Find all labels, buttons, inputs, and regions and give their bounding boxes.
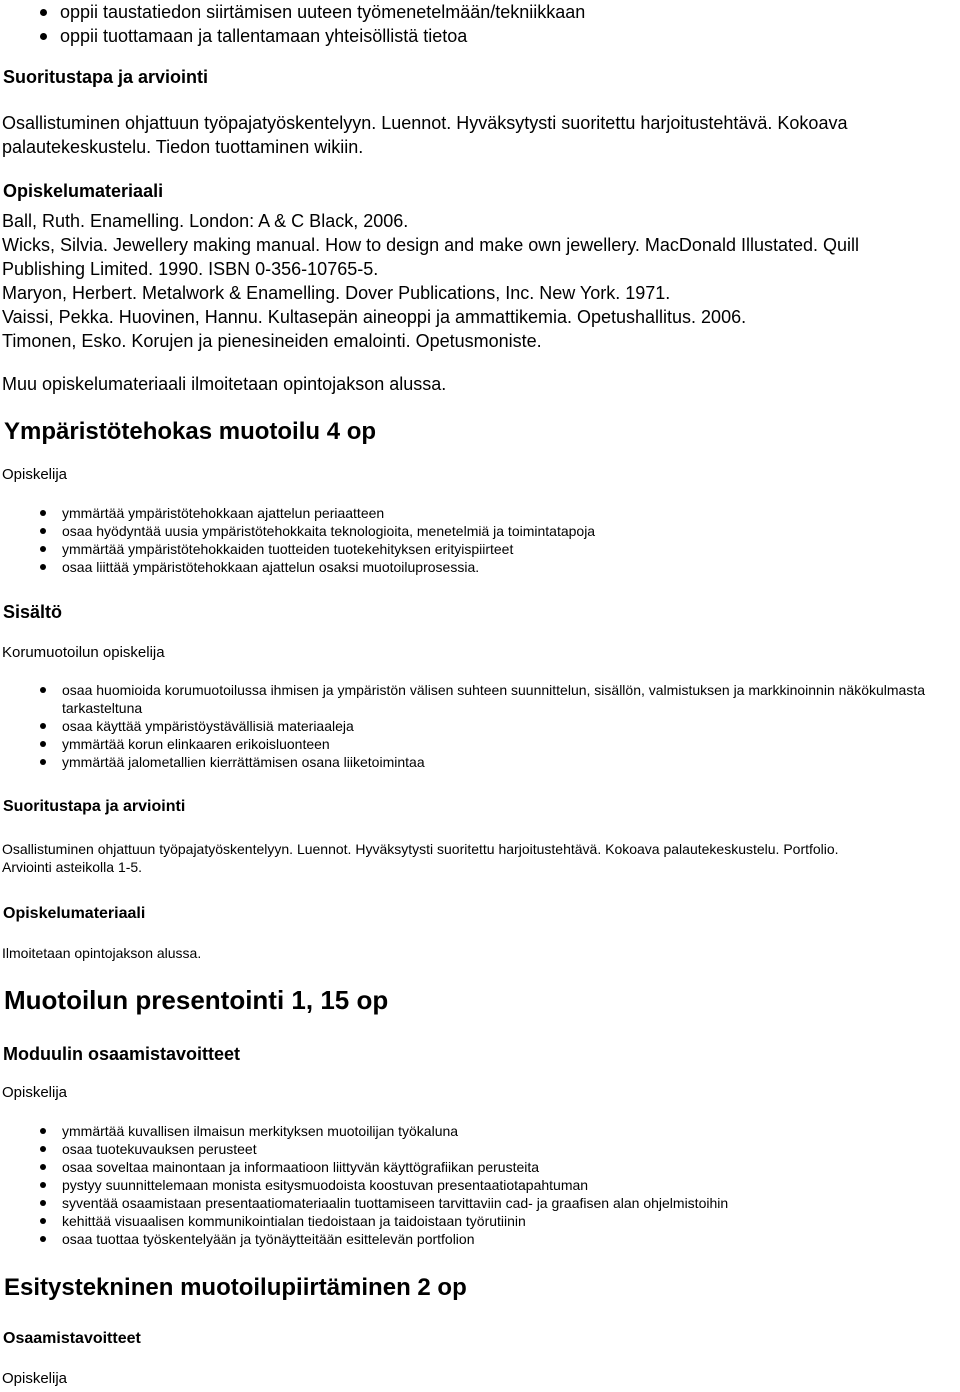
list-item: ymmärtää jalometallien kierrättämisen osana liiketoimintaa [0,753,952,771]
list-item: oppii tuottamaan ja tallentamaan yhteisöllistä tietoa [0,24,960,48]
list-item: ymmärtää ympäristötehokkaan ajattelun periaatteen [0,504,960,522]
student-label: Opiskelija [2,1370,68,1387]
content-heading: Sisältö [3,602,63,622]
module-outcomes-heading: Moduulin osaamistavoitteet [3,1044,241,1064]
course-title: Esitystekninen muotoilupiirtäminen 2 op [4,1274,467,1301]
list-item: osaa huomioida korumuotoilussa ihmisen ja ympäristön välisen suhteen suunnittelun, sisällön, valmistuksen ja markkinoinnin näkökulmasta tarkasteltuna [0,681,952,717]
student-label: Opiskelija [2,466,68,483]
reference-list [0,209,960,353]
list-item: osaa hyödyntää uusia ympäristötehokkaita teknologioita, menetelmiä ja toimintatapoja [0,522,960,540]
text-line: palautekeskustelu. Tiedon tuottaminen wikiin. [2,137,364,157]
list-item: ymmärtää korun elinkaaren erikoisluonteen [0,735,952,753]
content-label: Korumuotoilun opiskelija [2,644,165,661]
reference-line: Vaissi, Pekka. Huovinen, Hannu. Kultasepän aineoppi ja ammattikemia. Opetushallitus. 2006. [2,307,747,327]
materials-heading: Opiskelumateriaali [3,905,146,922]
list-item: kehittää visuaalisen kommunikointialan tiedoistaan ja taidoistaan työrutiinin [0,1212,960,1230]
student-label: Opiskelija [2,1084,68,1101]
list-item: osaa käyttää ympäristöystävällisiä materiaaleja [0,717,952,735]
outcomes-heading: Osaamistavoitteet [3,1330,141,1347]
reference-line: Publishing Limited. 1990. ISBN 0-356-10765-5. [2,259,379,279]
list-item: osaa liittää ympäristötehokkaan ajattelun osaksi muotoiluprosessia. [0,558,960,576]
assessment-text [0,840,960,876]
other-materials-note: Muu opiskelumateriaali ilmoitetaan opintojakson alussa. [2,374,447,394]
content-list [0,681,952,771]
list-item: ymmärtää ympäristötehokkaiden tuotteiden tuotekehityksen erityispiirteet [0,540,960,558]
list-item: oppii taustatiedon siirtämisen uuteen työmenetelmään/tekniikkaan [0,0,960,24]
reference-line: Timonen, Esko. Korujen ja pienesineiden emalointi. Opetusmoniste. [2,331,542,351]
text-line: Osallistuminen ohjattuun työpajatyöskentelyyn. Luennot. Hyväksytysti suoritettu harjoitustehtävä. Kokoava palautekeskustelu. Portfolio. [2,841,839,857]
list-item: pystyy suunnittelemaan monista esitysmuodoista koostuvan presentaatiotapahtuman [0,1176,960,1194]
outcomes-list [0,1122,960,1248]
outcomes-list [0,504,960,576]
reference-line: Maryon, Herbert. Metalwork & Enamelling. Dover Publications, Inc. New York. 1971. [2,283,671,303]
assessment-heading: Suoritustapa ja arviointi [3,67,209,87]
assessment-text [0,111,960,159]
list-item: osaa tuottaa työskentelyään ja työnäytteitään esittelevän portfolion [0,1230,960,1248]
list-item: syventää osaamistaan presentaatiomateriaalin tuottamiseen tarvittaviin cad- ja graafisen alan ohjelmistoihin [0,1194,960,1212]
assessment-heading: Suoritustapa ja arviointi [3,798,186,815]
materials-text: Ilmoitetaan opintojakson alussa. [2,945,202,961]
course-title: Muotoilun presentointi 1, 15 op [4,985,389,1015]
list-item: ymmärtää kuvallisen ilmaisun merkityksen muotoilijan työkaluna [0,1122,960,1140]
text-line: Osallistuminen ohjattuun työpajatyöskentelyyn. Luennot. Hyväksytysti suoritettu harjoitustehtävä. Kokoava [2,113,848,133]
text-line: Arviointi asteikolla 1-5. [2,859,143,875]
reference-line: Wicks, Silvia. Jewellery making manual. How to design and make own jewellery. MacDonald Illustated. Quill [2,235,860,255]
reference-line: Ball, Ruth. Enamelling. London: A & C Black, 2006. [2,211,409,231]
course-title: Ympäristötehokas muotoilu 4 op [4,418,377,445]
list-item: osaa tuotekuvauksen perusteet [0,1140,960,1158]
list-item: osaa soveltaa mainontaan ja informaatioon liittyvän käyttögrafiikan perusteita [0,1158,960,1176]
materials-heading: Opiskelumateriaali [3,181,164,201]
top-bullet-list [0,0,960,48]
